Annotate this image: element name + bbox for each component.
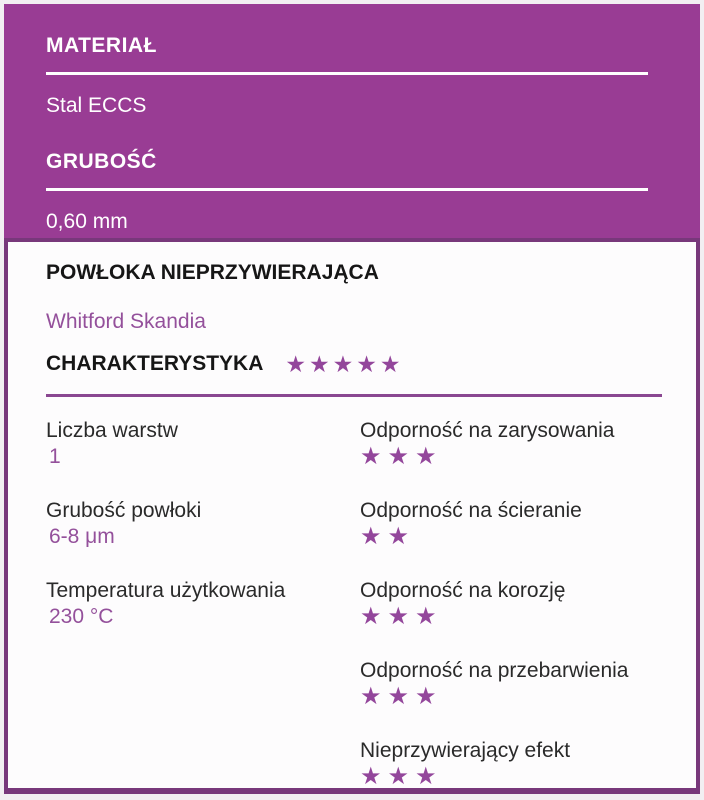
spec-temperature-value: 230 °C: [49, 605, 114, 628]
spec-temperature: [46, 578, 360, 630]
spec-layers-label: Liczba warstw: [46, 419, 178, 442]
material-heading: MATERIAŁ: [46, 34, 157, 57]
spec-nonstick-effect-label: Nieprzywierający efekt: [360, 739, 571, 762]
coating-section: [4, 238, 700, 794]
section-divider: [46, 394, 662, 397]
spec-scratch-resistance: [360, 418, 666, 470]
thickness-heading: GRUBOŚĆ: [46, 150, 157, 173]
spec-abrasion-resistance-stars: ★★: [360, 523, 416, 550]
spec-coating-thickness-value: 6-8 μm: [49, 525, 115, 548]
specs-column-right: [360, 418, 666, 800]
spec-temperature-label: Temperatura użytkowania: [46, 579, 286, 602]
spec-discoloration-resistance-label: Odporność na przebarwienia: [360, 659, 629, 682]
specs-column-left: [46, 418, 360, 800]
characteristics-row: [46, 349, 666, 379]
thickness-underline: [46, 188, 648, 191]
product-spec-card: [4, 4, 700, 794]
spec-abrasion-resistance: [360, 498, 666, 550]
spec-layers-value: 1: [49, 445, 61, 468]
spec-nonstick-effect: [360, 738, 666, 790]
characteristics-heading: CHARAKTERYSTYKA: [46, 352, 264, 375]
material-section: [46, 34, 648, 118]
coating-brand-name: Whitford Skandia: [46, 310, 206, 333]
spec-discoloration-resistance: [360, 658, 666, 710]
spec-coating-thickness-label: Grubość powłoki: [46, 499, 202, 522]
thickness-value: 0,60 mm: [46, 210, 128, 233]
spec-corrosion-resistance-label: Odporność na korozję: [360, 579, 566, 602]
spec-coating-thickness: [46, 498, 360, 550]
spec-nonstick-effect-stars: ★★★: [360, 763, 443, 790]
spec-scratch-resistance-stars: ★★★: [360, 443, 443, 470]
specs-grid: [46, 418, 666, 800]
spec-corrosion-resistance-stars: ★★★: [360, 603, 443, 630]
spec-discoloration-resistance-stars: ★★★: [360, 683, 443, 710]
overall-rating-stars: ★★★★★: [285, 351, 404, 377]
spec-layers: [46, 418, 360, 470]
spec-abrasion-resistance-label: Odporność na ścieranie: [360, 499, 582, 522]
material-header-section: [4, 4, 700, 238]
material-underline: [46, 72, 648, 75]
coating-title: POWŁOKA NIEPRZYWIERAJĄCA: [46, 261, 379, 284]
material-value: Stal ECCS: [46, 94, 147, 117]
spec-scratch-resistance-label: Odporność na zarysowania: [360, 419, 615, 442]
thickness-section: [46, 150, 648, 234]
spec-corrosion-resistance: [360, 578, 666, 630]
